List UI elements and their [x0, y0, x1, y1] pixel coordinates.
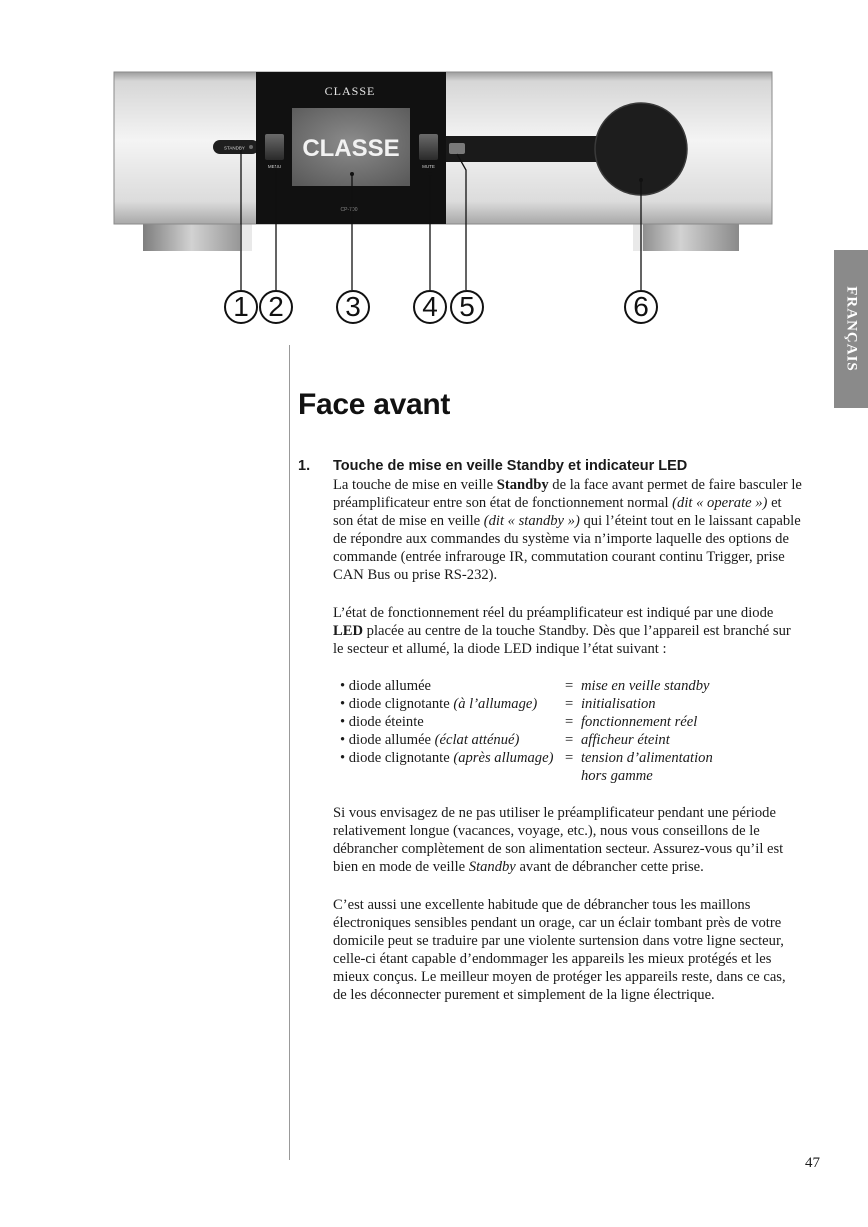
equals-sign: =	[565, 732, 574, 749]
display-brand: CLASSE	[302, 135, 400, 162]
text: • diode allumée	[340, 678, 432, 694]
callout-1: 1	[224, 290, 258, 324]
text: • diode clignotante	[340, 696, 454, 713]
state-value: initialisation	[581, 696, 656, 713]
equals-sign: =	[565, 714, 574, 731]
equals-sign: =	[565, 750, 574, 767]
callout-5: 5	[450, 290, 484, 324]
state-label	[340, 749, 553, 767]
bold-term: LED	[333, 623, 364, 640]
text: • diode allumée	[340, 732, 435, 749]
paragraph-led	[333, 604, 803, 658]
text: Si vous envisagez de ne pas utiliser le préamplificateur pendant une période relativement longue (vacances, voyage, etc.), nous vous conseillons de le débrancher complètement de son alimentation secteur. Assurez-vous qu’il est bien en mode de veille	[333, 805, 784, 876]
text: La touche de mise en veille	[333, 477, 497, 493]
text: placée au centre de la touche Standby. Dès que l’appareil est branché sur le secteur et allumé, la diode LED indique l’état suivant :	[333, 623, 791, 658]
menu-button	[265, 134, 284, 160]
state-value: tension d’alimentation	[581, 750, 713, 767]
text: • diode éteinte	[340, 714, 424, 731]
list-item	[340, 695, 810, 713]
mute-label: MUTE	[422, 164, 435, 169]
text: qui l’éteint tout en le laissant capable de répondre aux commandes du système via n’importe laquelle des options de commande (entrée infrarouge IR, commutation courant continu Trigger, prise CAN Bus ou prise RS-232).	[333, 513, 801, 584]
list-item	[340, 677, 810, 695]
language-tab-label: FRANÇAIS	[843, 286, 860, 372]
mute-button	[419, 134, 438, 160]
state-note: (éclat atténué)	[434, 732, 520, 749]
callout-6: 6	[624, 290, 658, 324]
menu-label: MENU	[267, 164, 282, 169]
state-label	[340, 731, 519, 749]
state-value: mise en veille standby	[581, 678, 710, 694]
ir-receiver-window	[449, 143, 465, 154]
margin-rule	[289, 345, 290, 1160]
callout-4: 4	[413, 290, 447, 324]
standby-label: STANDBY	[224, 145, 245, 151]
bold-term: Standby	[496, 477, 549, 493]
callout-2: 2	[259, 290, 293, 324]
paragraph-unplug	[333, 804, 803, 876]
led-states-list	[340, 677, 810, 786]
state-note: (après allumage)	[453, 750, 554, 767]
callout-3: 3	[336, 290, 370, 324]
item-number: 1.	[298, 458, 311, 474]
list-item	[340, 749, 810, 767]
model-label: CP-700	[340, 207, 358, 213]
state-label	[340, 695, 537, 713]
text: L’état de fonctionnement réel du préamplificateur est indiqué par une diode	[333, 605, 774, 621]
state-label	[340, 713, 424, 731]
list-item	[340, 731, 810, 749]
state-value: afficheur éteint	[581, 732, 670, 749]
italic-term: (dit « operate »)	[672, 495, 768, 512]
left-foot	[143, 222, 251, 251]
paragraph-storm: C’est aussi une excellente habitude que de débrancher tous les maillons électroniques sensibles pendant un orage, car un éclair tombant près de votre domicile peut se traduire par une violente surtension dans votre ligne secteur, celle-ci étant capable d’endommager les appareils les mieux protégés et les mieux conçus. Le meilleur moyen de protéger les appareils reste, dans ce cas, de les déconnecter purement et simplement de la ligne électrique.	[333, 897, 786, 1004]
text: et son état de mise en veille	[333, 495, 782, 530]
text: • diode clignotante	[340, 750, 454, 767]
state-note: (à l’allumage)	[453, 696, 538, 713]
right-foot	[633, 222, 739, 251]
italic-term: Standby	[468, 859, 516, 876]
state-value: hors gamme	[581, 768, 653, 785]
state-label	[340, 677, 431, 695]
page-title: Face avant	[298, 388, 451, 421]
state-value: fonctionnement réel	[581, 714, 698, 731]
standby-led-icon	[249, 145, 253, 149]
equals-sign: =	[565, 696, 574, 713]
list-item	[340, 713, 810, 731]
equals-sign: =	[565, 678, 574, 694]
text: de la face avant permet de faire basculer le préamplificateur entre son état de fonctionnement normal	[333, 477, 802, 512]
page-number: 47	[805, 1155, 820, 1171]
language-tab	[834, 250, 868, 408]
brand-top: CLASSE	[324, 84, 376, 98]
italic-term: (dit « standby »)	[483, 513, 580, 530]
list-item-continuation	[340, 767, 810, 785]
item-heading: Touche de mise en veille Standby et indicateur LED	[333, 458, 688, 474]
text: avant de débrancher cette prise.	[515, 859, 704, 876]
paragraph-standby	[333, 476, 803, 585]
device-front-panel-illustration	[0, 0, 868, 290]
